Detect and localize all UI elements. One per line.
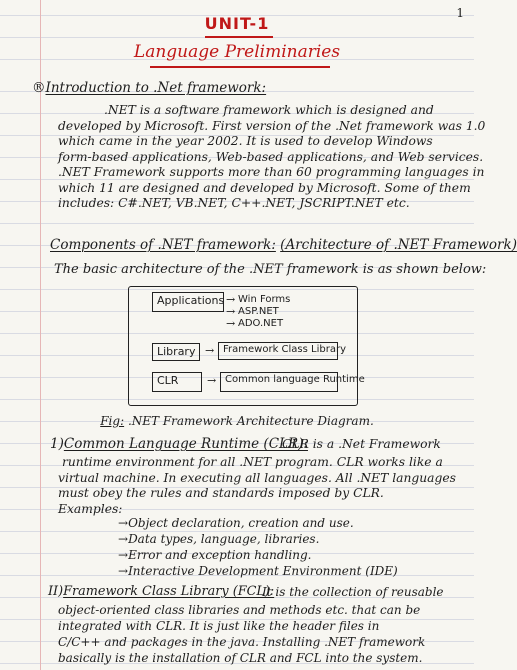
components-heading-text: Components of .NET framework: (50, 237, 276, 253)
clr-first-line (282, 437, 441, 453)
clr-heading (50, 436, 308, 452)
arrow-icon: → (226, 317, 236, 330)
fcl-line: C/C++ and packages in the java. Installing .NET framework (58, 635, 426, 649)
arrow-icon: → (207, 374, 217, 387)
margin-line (40, 0, 41, 670)
fcl-line: It is the collection of reusable (262, 585, 444, 599)
arrow-icon: → (205, 344, 215, 357)
intro-line: which 11 are designed and developed by Microsoft. Some of them (58, 180, 471, 195)
example-item: →Data types, language, libraries. (118, 532, 320, 546)
clr-paragraph (58, 455, 456, 517)
clr-box: CLR (152, 372, 202, 392)
architecture-heading-text: (Architecture of .NET Framework) (280, 237, 517, 253)
applications-box: Applications (152, 292, 224, 312)
clr-line: CLR is a .Net Framework (282, 437, 441, 451)
clr-heading-text: Common Language Runtime (CLR): (63, 436, 308, 452)
bullet-mark: ® (32, 80, 46, 96)
fcl-line: integrated with CLR. It is just like the header files in (58, 619, 380, 633)
components-text (54, 262, 486, 278)
examples-list (118, 515, 398, 579)
intro-line: includes: C#.NET, VB.NET, C++.NET, JSCRIPT.NET etc. (58, 196, 410, 210)
unit-title: UNIT-1 (204, 14, 270, 33)
diagram-caption (0, 414, 474, 428)
arrow-icon: → (118, 564, 129, 578)
app-item: Win Forms (238, 294, 291, 305)
caption-prefix: Fig: (100, 414, 125, 428)
intro-line: .NET is a software framework which is designed and (104, 103, 434, 117)
clr-line: runtime environment for all .NET program. CLR works like a (62, 455, 443, 469)
intro-line: which came in the year 2002. It is used to develop Windows (58, 134, 433, 148)
intro-line: .NET Framework supports more than 60 programming languages in (58, 165, 485, 179)
intro-paragraph (58, 103, 485, 212)
fcl-heading-text: Framework Class Library (FCL): (63, 584, 275, 599)
arrow-icon: → (226, 305, 236, 318)
section-title-underline (150, 66, 330, 68)
fcl-line: basically is the installation of CLR and FCL into the system. (58, 651, 423, 665)
arrow-icon: → (118, 548, 129, 562)
intro-line: developed by Microsoft. First version of the .Net framework was 1.0 (58, 118, 486, 133)
components-heading (50, 237, 517, 253)
intro-heading (32, 80, 266, 96)
arrow-icon: → (118, 516, 129, 530)
caption-text: .NET Framework Architecture Diagram. (127, 414, 374, 428)
clr-number: 1) (50, 436, 64, 452)
example-item: →Interactive Development Environment (IDE) (118, 564, 398, 578)
example-item: →Object declaration, creation and use. (118, 516, 354, 530)
examples-label: Examples: (58, 501, 123, 516)
components-line: The basic architecture of the .NET framework is as shown below: (54, 262, 487, 277)
fcl-heading (48, 584, 274, 599)
fcl-first-line (262, 585, 444, 601)
page-number: 1 (456, 6, 464, 20)
clr-line: must obey the rules and standards imposed by CLR. (58, 486, 384, 500)
unit-title-underline (205, 36, 273, 38)
example-item: →Error and exception handling. (118, 548, 312, 562)
library-box: Library (152, 343, 200, 361)
intro-line: form-based applications, Web-based applications, and Web services. (58, 149, 484, 164)
app-item: ASP.NET (238, 306, 279, 317)
fcl-number: II) (48, 584, 64, 599)
section-title: Language Preliminaries (133, 42, 341, 62)
class-library-box: Framework Class Library (218, 342, 338, 360)
clr-line: virtual machine. In executing all languages. All .NET languages (58, 470, 456, 485)
arrow-icon: → (226, 293, 236, 306)
common-runtime-box: Common language Runtime (220, 372, 338, 392)
fcl-line: object-oriented class libraries and methods etc. that can be (58, 603, 421, 617)
fcl-paragraph (58, 602, 425, 666)
intro-heading-text: Introduction to .Net framework: (45, 80, 267, 96)
app-item: ADO.NET (238, 318, 284, 329)
arrow-icon: → (118, 532, 129, 546)
